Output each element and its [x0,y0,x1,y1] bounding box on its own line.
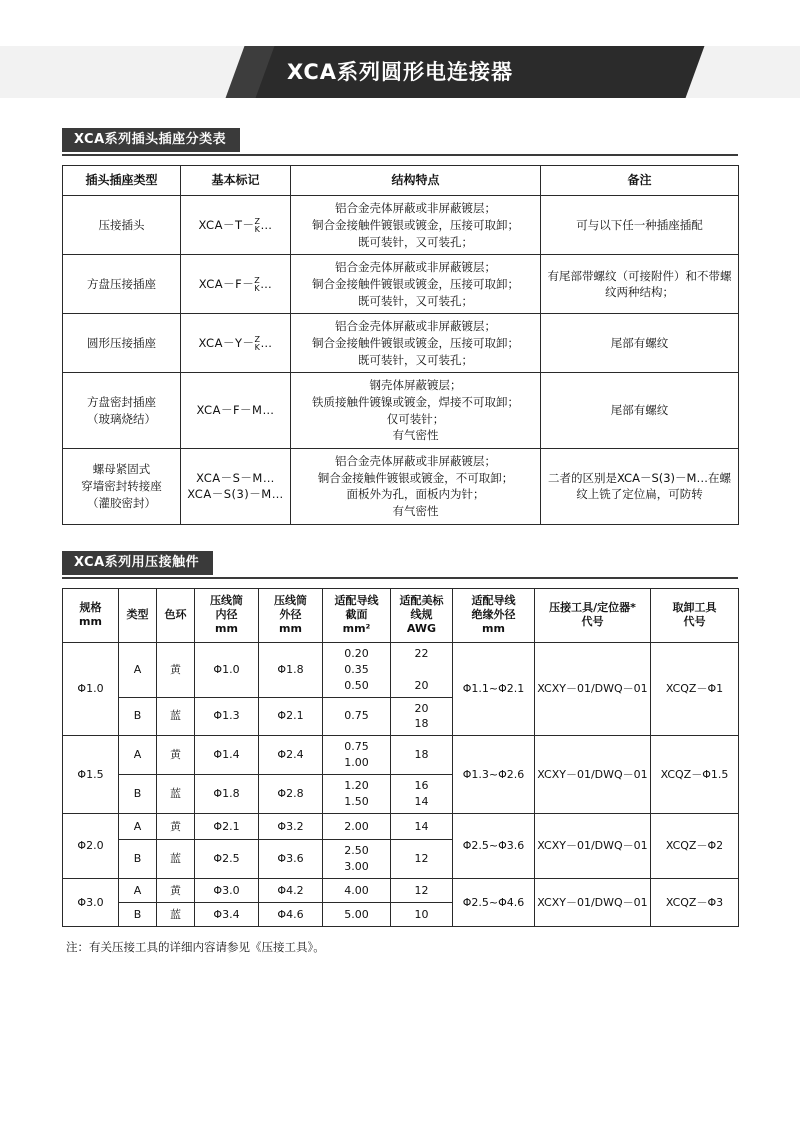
cell-awg [391,775,453,814]
cell-features [291,373,541,449]
classification-table [62,165,739,525]
value-line: 1.20 [344,779,369,793]
col-barrel-id [195,588,259,642]
col-line: 适配美标 [399,593,444,607]
table-note: 注：有关压接工具的详细内容请参见《压接工具》。 [66,940,325,955]
col-awg [391,588,453,642]
cell-awg [391,642,453,697]
cell-type: B [119,775,157,814]
col-line: 取卸工具 [672,600,717,614]
mark-line: XCA－S－M… [196,470,275,485]
table-row [63,642,739,697]
mark-suffix: … [260,336,273,351]
feature-line: 铜合金接触件镀银或镀金，不可取卸； [317,470,514,485]
cell-removal-tool: XCQZ－Φ1.5 [651,736,739,814]
cell-spec: Φ1.5 [63,736,119,814]
table-row [63,196,739,255]
cell-barrel-id: Φ3.4 [195,903,259,927]
cell-barrel-od: Φ2.4 [259,736,323,775]
cell-type [63,373,181,449]
cell-barrel-id: Φ1.4 [195,736,259,775]
mark-subscript: K [254,283,261,293]
section2-heading [62,551,738,579]
value-line: 18 [414,717,429,731]
cell-insulation: Φ2.5~Φ3.6 [453,814,535,879]
cell-insulation: Φ1.1~Φ2.1 [453,642,535,736]
col-crimp-tool [535,588,651,642]
cell-barrel-id: Φ1.0 [195,642,259,697]
cell-type: B [119,840,157,879]
cell-removal-tool: XCQZ－Φ2 [651,814,739,879]
value-line: 14 [414,795,429,809]
col-line: 线规 [410,608,433,622]
cell-features [291,314,541,373]
cell-barrel-od: Φ4.2 [259,879,323,903]
cell-barrel-od: Φ2.8 [259,775,323,814]
cell-removal-tool: XCQZ－Φ1 [651,642,739,736]
cell-barrel-od: Φ2.1 [259,697,323,736]
col-remark: 备注 [541,166,739,196]
table-header-row [63,588,739,642]
value-line: 16 [414,779,429,793]
type-line: 螺母紧固式 [92,462,151,477]
cell-features [291,255,541,314]
table-row [63,373,739,449]
mark-subscript: K [254,224,261,234]
cell-color: 蓝 [157,775,195,814]
cell-awg [391,697,453,736]
cell-type: A [119,814,157,840]
cell-color: 黄 [157,642,195,697]
col-insulation-od [453,588,535,642]
col-line: 适配导线 [471,593,516,607]
cell-color: 黄 [157,879,195,903]
value-line: 0.20 [344,646,369,660]
cell-type [63,449,181,525]
col-type: 插头插座类型 [63,166,181,196]
mark-prefix: XCA－F－M [196,403,263,418]
value-line: 2.50 [344,844,369,858]
mark-prefix: XCA－F－ [198,277,255,292]
cell-barrel-od: Φ4.6 [259,903,323,927]
cell-color: 黄 [157,736,195,775]
col-spec [63,588,119,642]
mark-line: XCA－S(3)－M… [187,487,284,502]
cell-features [291,449,541,525]
table-row [63,314,739,373]
cell-type: A [119,879,157,903]
cell-crimp-tool: XCXY－01/DWQ－01 [535,642,651,736]
col-mark: 基本标记 [181,166,291,196]
cell-section: 2.00 [323,814,391,840]
page-title: XCA系列圆形电连接器 [286,60,514,84]
feature-line: 铜合金接触件镀银或镀金，压接可取卸； [312,336,519,351]
mark-suffix: … [260,218,273,233]
cell-barrel-od: Φ3.2 [259,814,323,840]
cell-mark [181,449,291,525]
feature-line: 铜合金接触件镀银或镀金，压接可取卸； [312,277,519,292]
cell-type: 压接插头 [63,196,181,255]
cell-crimp-tool: XCXY－01/DWQ－01 [535,879,651,927]
feature-line: 铝合金壳体屏蔽或非屏蔽镀层； [335,454,496,469]
col-line: mm [279,622,302,636]
col-wire-section [323,588,391,642]
col-type [119,588,157,642]
value-line: 0.50 [344,678,369,692]
cell-spec: Φ3.0 [63,879,119,927]
cell-awg: 18 [391,736,453,775]
cell-remark: 尾部有螺纹 [541,373,739,449]
cell-barrel-id: Φ2.1 [195,814,259,840]
cell-remark: 尾部有螺纹 [541,314,739,373]
table-row [63,449,739,525]
value-line: 0.35 [344,662,369,676]
col-barrel-od [259,588,323,642]
value-line: 0.75 [344,740,369,754]
col-line: 截面 [345,608,368,622]
feature-line: 既可装针，又可装孔； [358,234,473,249]
cell-awg: 12 [391,879,453,903]
value-line: 22 [414,646,429,660]
feature-line: 铝合金壳体屏蔽或非屏蔽镀层； [335,319,496,334]
feature-line: 仅可装针； [386,411,445,426]
col-line: 内径 [215,608,238,622]
cell-section [323,775,391,814]
feature-line: 有气密性 [392,504,439,519]
type-line: 方盘密封插座 [87,395,156,410]
feature-line: 有气密性 [392,428,439,443]
col-line: mm [482,622,505,636]
feature-line: 铜合金接触件镀银或镀金，压接可取卸； [312,218,519,233]
col-color-ring [157,588,195,642]
cell-section: 4.00 [323,879,391,903]
col-line: 色环 [164,608,187,622]
page-header [0,46,800,98]
mark-superscript: Z [254,216,261,226]
cell-awg: 10 [391,903,453,927]
value-line: 20 [414,678,429,692]
value-line: 1.50 [344,795,369,809]
cell-type: 圆形压接插座 [63,314,181,373]
cell-awg: 12 [391,840,453,879]
feature-line: 铁质接触件镀镍或镀金，焊接不可取卸； [312,395,519,410]
table-row [63,255,739,314]
section1-heading-label: XCA系列插头插座分类表 [62,128,240,152]
feature-line: 铝合金壳体屏蔽或非屏蔽镀层； [335,201,496,216]
cell-spec: Φ2.0 [63,814,119,879]
value-line: 3.00 [344,860,369,874]
value-line: 1.00 [344,756,369,770]
col-line: 绝缘外径 [471,608,516,622]
cell-type: 方盘压接插座 [63,255,181,314]
cell-color: 蓝 [157,840,195,879]
col-line: mm² [342,622,371,636]
mark-suffix: … [262,403,275,418]
cell-crimp-tool: XCXY－01/DWQ－01 [535,736,651,814]
cell-awg: 14 [391,814,453,840]
cell-barrel-id: Φ1.3 [195,697,259,736]
cell-remark: 有尾部带螺纹（可接附件）和不带螺纹两种结构； [541,255,739,314]
col-line: 压线筒 [274,593,307,607]
type-line: （灌胶密封） [87,495,156,510]
table-header-row [63,166,739,196]
cell-mark [181,314,291,373]
cell-type: B [119,697,157,736]
page [0,46,800,1132]
col-line: AWG [406,622,437,636]
value-line [393,662,450,678]
col-line: mm [79,615,102,629]
cell-color: 黄 [157,814,195,840]
cell-barrel-od: Φ1.8 [259,642,323,697]
type-line: 穿墙密封转接座 [81,479,162,494]
table-row [63,736,739,775]
section1-heading [62,128,738,156]
type-line: （玻璃烧结） [87,411,156,426]
col-line: 外径 [279,608,302,622]
cell-removal-tool: XCQZ－Φ3 [651,879,739,927]
cell-type: A [119,736,157,775]
cell-color: 蓝 [157,697,195,736]
mark-prefix: XCA－Y－ [198,336,255,351]
cell-section [323,642,391,697]
cell-crimp-tool: XCXY－01/DWQ－01 [535,814,651,879]
cell-barrel-id: Φ3.0 [195,879,259,903]
col-line: 规格 [79,600,102,614]
section2-heading-label: XCA系列用压接触件 [62,551,213,575]
cell-remark: 二者的区别是XCA－S(3)－M…在螺纹上铣了定位扁，可防转 [541,449,739,525]
col-line: 适配导线 [334,593,379,607]
mark-subscript: K [254,342,261,352]
value-line: 20 [414,701,429,715]
cell-spec: Φ1.0 [63,642,119,736]
col-removal-tool [651,588,739,642]
cell-mark [181,373,291,449]
feature-line: 铝合金壳体屏蔽或非屏蔽镀层； [335,260,496,275]
mark-suffix: … [260,277,273,292]
cell-insulation: Φ1.3~Φ2.6 [453,736,535,814]
cell-section [323,736,391,775]
cell-type: B [119,903,157,927]
mark-prefix: XCA－T－ [198,218,255,233]
col-features: 结构特点 [291,166,541,196]
feature-line: 既可装针，又可装孔； [358,352,473,367]
cell-barrel-id: Φ1.8 [195,775,259,814]
col-line: 压线筒 [210,593,243,607]
cell-features [291,196,541,255]
contacts-table [62,588,739,927]
feature-line: 既可装针，又可装孔； [358,293,473,308]
table-row [63,814,739,840]
feature-line: 面板外为孔，面板内为针； [346,487,485,502]
cell-section: 0.75 [323,697,391,736]
cell-remark: 可与以下任一种插座插配 [541,196,739,255]
mark-superscript: Z [254,275,261,285]
cell-mark [181,255,291,314]
feature-line: 钢壳体屏蔽镀层； [369,378,462,393]
cell-type: A [119,642,157,697]
cell-insulation: Φ2.5~Φ4.6 [453,879,535,927]
cell-section: 5.00 [323,903,391,927]
col-line: 类型 [126,608,149,622]
col-line: 代号 [581,615,604,629]
cell-color: 蓝 [157,903,195,927]
cell-section [323,840,391,879]
col-line: mm [215,622,238,636]
mark-superscript: Z [254,334,261,344]
table-row [63,879,739,903]
cell-barrel-od: Φ3.6 [259,840,323,879]
cell-barrel-id: Φ2.5 [195,840,259,879]
col-line: 压接工具/定位器* [549,600,636,614]
cell-mark [181,196,291,255]
col-line: 代号 [683,615,706,629]
